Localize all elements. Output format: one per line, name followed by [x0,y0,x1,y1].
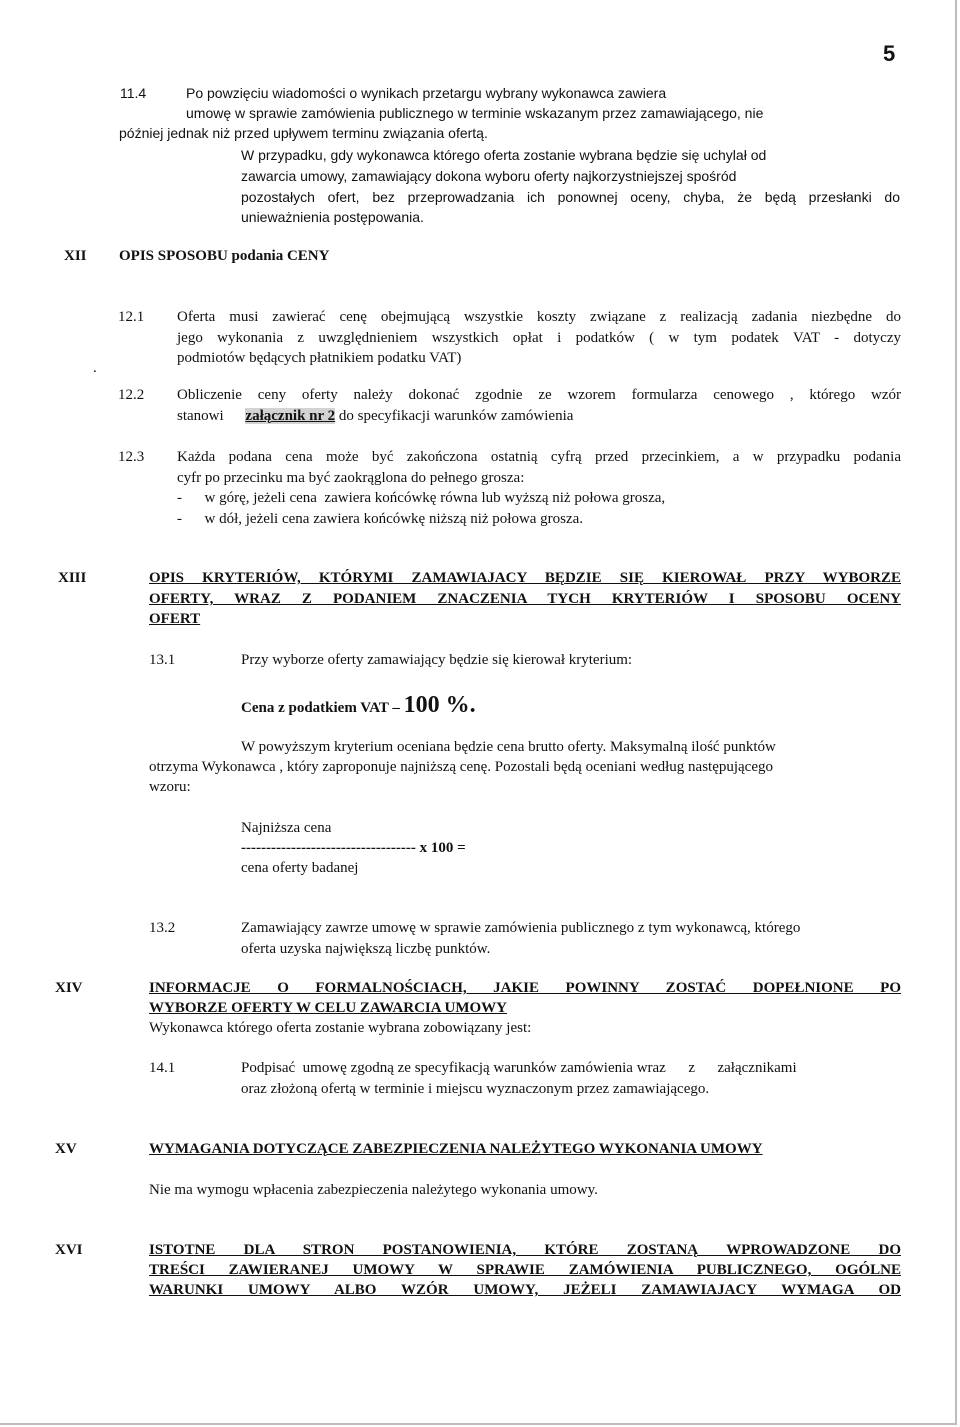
paragraph-line: pozostałych ofert, bez przeprowadzania ich ponownej oceny, chyba, że będą przesłanki do [241,189,900,205]
paragraph-line: oferta uzyska największą liczbę punktów. [241,941,491,957]
item-number: 13.1 [149,652,176,668]
item-number: 13.2 [149,920,176,936]
paragraph-line: otrzyma Wykonawca , który zaproponuje najniższą cenę. Pozostali będą oceniani według następującego [149,759,774,775]
formula-denominator: cena oferty badanej [241,860,359,876]
paragraph-line: unieważnienia postępowania. [241,209,424,225]
section-roman-numeral: XIV [55,980,83,996]
section-title: WYMAGANIA DOTYCZĄCE ZABEZPIECZENIA NALEŻYTEGO WYKONANIA UMOWY [149,1141,763,1157]
paragraph-line: podmiotów będących płatnikiem podatku VAT) [177,350,462,366]
paragraph-line: Nie ma wymogu wpłacenia zabezpieczenia należytego wykonania umowy. [149,1182,598,1198]
item-number: 12.3 [118,449,145,465]
item-number: 12.2 [118,387,145,403]
dash-item: - w górę, jeżeli cena zawiera końcówkę równa lub wyższą niż połowa grosza, [177,490,666,506]
paragraph-line: Wykonawca którego oferta zostanie wybrana zobowiązany jest: [149,1020,532,1036]
paragraph-line: Zamawiający zawrze umowę w sprawie zamówienia publicznego z tym wykonawcą, którego [241,920,801,936]
paragraph-line [177,406,573,426]
criterion-line [241,692,476,721]
item-number: 12.1 [118,309,145,325]
paragraph-line: zawarcia umowy, zamawiający dokona wyboru oferty najkorzystniejszej spośród [241,168,737,184]
paragraph-line: umowę w sprawie zamówienia publicznego w terminie wskazanym przez zamawiającego, nie [186,105,764,121]
item-number: 11.4 [120,85,147,101]
section-roman-numeral: XII [64,248,87,264]
page-number: 5 [883,41,896,66]
criterion-label: Cena z podatkiem VAT – [241,700,400,716]
section-title-line: OFERTY, WRAZ Z PODANIEM ZNACZENIA TYCH KRYTERIÓW I SPOSOBU OCENY [149,591,901,607]
paragraph-line: później jednak niż przed upływem terminu związania ofertą. [119,125,488,141]
stray-dot: . [93,360,97,376]
paragraph-line: Każda podana cena może być zakończona ostatnią cyfrą przed przecinkiem, a w przypadku podania [177,449,901,465]
section-roman-numeral: XIII [58,570,87,586]
criterion-weight: 100 %. [403,692,476,718]
section-title: OPIS SPOSOBU podania CENY [119,248,330,264]
paragraph-line: oraz złożoną ofertą w terminie i miejscu wyznaczonym przez zamawiającego. [241,1081,710,1097]
text: do specyfikacji warunków zamówienia [338,408,574,424]
paragraph-line: Podpisać umowę zgodną ze specyfikacją warunków zamówienia wraz z załącznikami [241,1060,797,1076]
formula-numerator: Najniższa cena [241,820,332,836]
section-title-line: INFORMACJE O FORMALNOŚCIACH, JAKIE POWINNY ZOSTAĆ DOPEŁNIONE PO [149,980,901,996]
section-title-line: WYBORZE OFERTY W CELU ZAWARCIA UMOWY [149,1000,507,1016]
paragraph-line: Po powzięciu wiadomości o wynikach przetargu wybrany wykonawca zawiera [186,85,667,101]
section-title-line: OPIS KRYTERIÓW, KTÓRYMI ZAMAWIAJACY BĘDZIE SIĘ KIEROWAŁ PRZY WYBORZE [149,570,901,586]
dash-item: - w dół, jeżeli cena zawiera końcówkę niższą niż połowa grosza. [177,511,584,527]
paragraph-line: jego wykonania z uwzględnieniem wszystkich opłat i podatków ( w tym podatek VAT - dotyczy [177,330,901,346]
attachment-reference: załącznik nr 2 [245,408,336,424]
item-number: 14.1 [149,1060,176,1076]
paragraph-line: Obliczenie ceny oferty należy dokonać zgodnie ze wzorem formularza cenowego , którego wzór [177,387,901,403]
section-title-line: TREŚCI ZAWIERANEJ UMOWY W SPRAWIE ZAMÓWIENIA PUBLICZNEGO, OGÓLNE [149,1262,901,1278]
paragraph-line: W powyższym kryterium oceniana będzie cena brutto oferty. Maksymalną ilość punktów [241,739,776,755]
section-title-line: ISTOTNE DLA STRON POSTANOWIENIA, KTÓRE ZOSTANĄ WPROWADZONE DO [149,1242,901,1258]
section-roman-numeral: XV [55,1141,77,1157]
section-title-line: OFERT [149,611,201,627]
paragraph-line: Przy wyborze oferty zamawiający będzie się kierował kryterium: [241,652,633,668]
formula-fraction-line: ----------------------------------- x 100 = [241,840,466,856]
paragraph-line: cyfr po przecinku ma być zaokrąglona do pełnego grosza: [177,470,525,486]
section-title-line: WARUNKI UMOWY ALBO WZÓR UMOWY, JEŻELI ZAMAWIAJACY WYMAGA OD [149,1282,901,1298]
paragraph-line: W przypadku, gdy wykonawca którego oferta zostanie wybrana będzie się uchylał od [241,147,767,163]
section-roman-numeral: XVI [55,1242,83,1258]
paragraph-line: Oferta musi zawierać cenę obejmującą wszystkie koszty związane z realizacją zadania niezbędne do [177,309,901,325]
paragraph-line: wzoru: [149,779,191,795]
text: stanowi [177,408,224,424]
